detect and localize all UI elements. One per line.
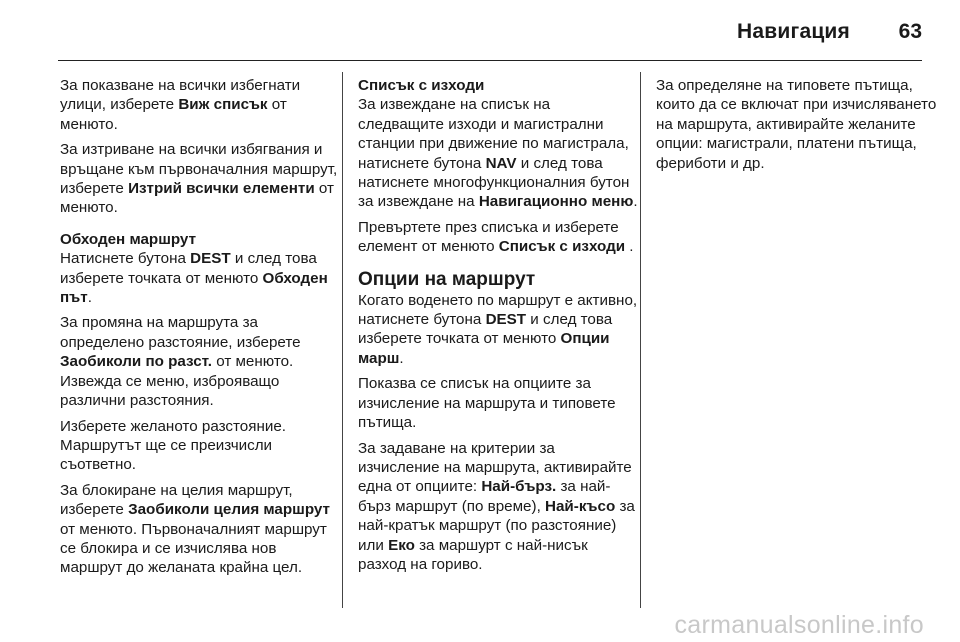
paragraph: [60, 417, 342, 475]
menu-term: Списък с изходи: [498, 238, 626, 256]
paragraph: [60, 140, 342, 218]
button-term: DEST: [190, 250, 231, 268]
paragraph: [358, 374, 640, 432]
text: За промяна на маршрута за определено разстояние, изберете: [60, 314, 301, 351]
button-term: DEST: [485, 311, 527, 329]
text: от менюто. Извежда се меню, изброяващо различни разстояния.: [60, 353, 294, 410]
text: Изберете желаното разстояние. Маршрутът ще се преизчисли съответно.: [60, 417, 286, 474]
text: За блокиране на целия маршрут, изберете: [60, 481, 293, 519]
text: за маршурт с най-нисък разход на гориво.: [358, 536, 588, 573]
column-divider: [342, 72, 343, 608]
menu-term: Еко: [388, 536, 415, 554]
paragraph: [60, 481, 342, 578]
text: и след това натиснете многофункционалния бутон за извеждане на: [358, 154, 630, 211]
text: Превъртете през списъка и изберете елемент от менюто: [358, 218, 619, 256]
column-2: [358, 76, 640, 580]
paragraph: [60, 313, 342, 410]
paragraph: [358, 218, 640, 257]
text: Показва се списък на опциите за изчисление на маршрута и типовете пътища.: [358, 375, 616, 432]
section-heading-detour: Обходен маршрут: [60, 230, 197, 248]
text: Когато воденето по маршрут е активно, натиснете бутона: [358, 291, 638, 329]
text: за най-бърз маршрут (по време),: [358, 478, 611, 515]
menu-term: Заобиколи целия маршрут: [128, 501, 330, 519]
page-title: Навигация: [737, 20, 850, 43]
menu-term: Най-късо: [545, 497, 616, 515]
text: .: [625, 238, 634, 256]
menu-term: Заобиколи по разст.: [60, 353, 212, 371]
column-3: [656, 76, 938, 179]
menu-term: Опции марш: [358, 330, 610, 367]
text: от менюто. Първоначалният маршрут се блокира и се изчислява нов маршрут до желаната крайна цел.: [60, 520, 327, 577]
paragraph: [358, 291, 640, 369]
menu-term: Най-бърз.: [481, 478, 557, 496]
paragraph: [60, 249, 342, 307]
menu-term: Обходен път: [60, 269, 328, 307]
text: За извеждане на списък на следващите изходи и магистрални станции при движение по магистрала, натиснете бутона: [358, 96, 629, 172]
text: .: [633, 193, 638, 211]
button-term: NAV: [485, 154, 517, 172]
paragraph: [358, 439, 640, 575]
paragraph: [60, 76, 342, 134]
section-heading-route-options: Опции на маршрут: [358, 268, 536, 290]
text: Натиснете бутона: [60, 250, 191, 268]
text: от менюто.: [60, 96, 287, 133]
text: и след това изберете точката от менюто: [60, 250, 317, 287]
section-heading-exits: Списък с изходи: [358, 77, 485, 94]
page-number: 63: [898, 20, 922, 43]
text: .: [87, 289, 92, 307]
text: За определяне на типовете пътища, които да се включат при изчисляването на маршрута, активирайте желаните опции: магистрали, платени пътища, фериботи и др.: [656, 77, 937, 172]
menu-term: Изтрий всички елементи: [128, 180, 315, 198]
paragraph: [358, 95, 640, 211]
menu-term: Виж списък: [178, 96, 268, 114]
column-1: [60, 76, 342, 584]
menu-term: Навигационно меню: [478, 193, 634, 211]
text: За задаване на критерии за изчисление на маршрута, активирайте една от опциите:: [358, 439, 632, 496]
text: За изтриване на всички избягвания и връщане към първоначалния маршрут, изберете: [60, 141, 338, 198]
page-header: [58, 14, 922, 61]
text: от менюто.: [60, 180, 334, 217]
text: и след това изберете точката от менюто: [358, 311, 613, 348]
text: За показване на всички избегнати улици, изберете: [60, 77, 301, 114]
text: .: [399, 349, 404, 367]
paragraph: [656, 76, 938, 173]
column-divider: [640, 72, 641, 608]
watermark: carmanualsonline.info: [674, 611, 924, 639]
text: за най-кратък маршрут (по разстояние) или: [358, 497, 635, 554]
